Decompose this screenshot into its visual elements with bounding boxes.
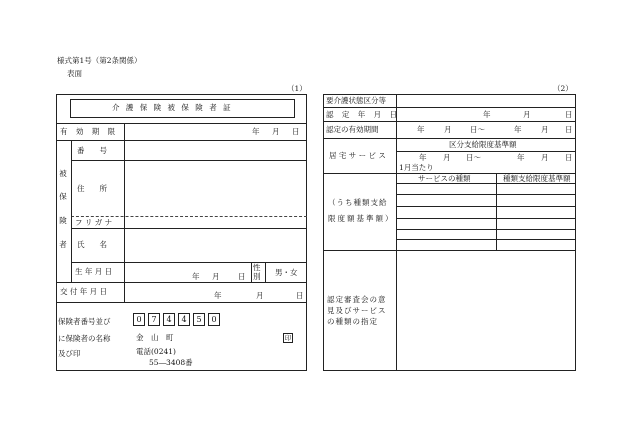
cert-year-unit: 年 xyxy=(483,110,491,119)
opinion-label-1: 認定審査会の意 xyxy=(327,295,387,304)
gender-value: 男・女 xyxy=(275,268,298,277)
insurer-digit-4: 4 xyxy=(178,313,190,326)
period-start-year-unit: 年 xyxy=(417,125,425,134)
seal-mark: 印 xyxy=(284,334,292,342)
column-line xyxy=(71,140,72,282)
period-end-month-unit: 月 xyxy=(541,125,549,134)
limit-start-month-unit: 月 xyxy=(443,153,451,162)
birth-day-unit: 日 xyxy=(238,272,246,281)
limit-start-year-unit: 年 xyxy=(419,153,427,162)
name-label: 氏 名 xyxy=(77,240,107,249)
address-label: 住 所 xyxy=(77,184,107,193)
validity-label: 有 効 期 限 xyxy=(60,127,119,136)
opinion-label-2: 見及びサービス xyxy=(327,306,387,315)
birthdate-label: 生 年 月 日 xyxy=(75,267,113,276)
limit-range-mark: 日～ xyxy=(466,153,481,162)
divider xyxy=(56,302,307,303)
limit-end-year-unit: 年 xyxy=(517,153,525,162)
form-side: 表面 xyxy=(67,69,82,78)
service-type-header: サービスの種類 xyxy=(418,174,471,183)
insurer-label-3: 及び印 xyxy=(58,349,81,358)
inner-label-1: （うち種類支給 xyxy=(328,198,388,207)
service-label: 居 宅 サ ー ビ ス xyxy=(329,151,386,160)
gender-label-bottom: 別 xyxy=(253,272,261,281)
care-level-label: 要介護状態区分等 xyxy=(326,96,386,105)
birth-year-unit: 年 xyxy=(192,272,200,281)
column-line xyxy=(124,123,125,302)
insured-char-3: 険 xyxy=(59,216,67,225)
divider xyxy=(323,121,576,122)
limit-end-day-unit: 日 xyxy=(565,153,573,162)
column-line xyxy=(251,262,252,282)
insured-char-1: 被 xyxy=(59,169,67,178)
divider xyxy=(56,123,307,124)
insurer-digit-5: 5 xyxy=(193,313,205,326)
insurer-phone-2: 55―3408番 xyxy=(149,358,193,367)
insurer-name: 金 山 町 xyxy=(136,333,174,342)
divider xyxy=(396,239,576,240)
period-end-day-unit: 日 xyxy=(565,125,573,134)
number-label: 番 号 xyxy=(77,146,107,155)
divider xyxy=(396,229,576,230)
right-card xyxy=(323,94,576,371)
per-month-label: 1月当たり xyxy=(399,163,434,172)
divider xyxy=(71,262,307,263)
cert-date-label: 認 定 年 月 日 xyxy=(326,110,401,119)
period-start-month-unit: 月 xyxy=(444,125,452,134)
insurer-digit-2: 7 xyxy=(148,313,160,326)
divider xyxy=(396,206,576,207)
cert-period-label: 認定の有効期間 xyxy=(326,125,379,134)
issue-month-unit: 月 xyxy=(256,291,264,300)
insurer-digit-3: 4 xyxy=(163,313,175,326)
birth-month-unit: 月 xyxy=(212,272,220,281)
issue-date-label: 交 付 年 月 日 xyxy=(60,287,108,296)
validity-day-unit: 日 xyxy=(292,127,300,136)
divider xyxy=(396,183,576,184)
card-title: 介 護 保 険 被 保 険 者 証 xyxy=(112,103,233,112)
insured-char-4: 者 xyxy=(59,240,67,249)
insurer-label-2: に保険者の名称 xyxy=(58,334,111,343)
validity-month-unit: 月 xyxy=(272,127,280,136)
limit-end-month-unit: 月 xyxy=(541,153,549,162)
dashed-divider xyxy=(71,216,307,217)
issue-year-unit: 年 xyxy=(214,291,222,300)
divider xyxy=(71,160,307,161)
insurer-digit-6: 0 xyxy=(208,313,220,326)
left-page-number: （1） xyxy=(287,84,307,93)
insurer-digit-1: 0 xyxy=(133,313,145,326)
column-line xyxy=(496,173,497,250)
divider xyxy=(323,250,576,251)
gender-label-top: 性 xyxy=(253,263,261,272)
divider xyxy=(56,140,307,141)
issue-day-unit: 日 xyxy=(296,291,304,300)
inner-label-2: 限度額基準額） xyxy=(328,214,395,223)
opinion-label-3: の種類の指定 xyxy=(327,317,378,326)
period-end-year-unit: 年 xyxy=(514,125,522,134)
column-line xyxy=(396,94,397,371)
divider xyxy=(396,194,576,195)
divider xyxy=(323,138,576,139)
cert-day-unit: 日 xyxy=(565,110,573,119)
divider xyxy=(323,107,576,108)
cert-month-unit: 月 xyxy=(523,110,531,119)
insurer-phone-1: 電話(0241) xyxy=(136,347,176,356)
insured-char-2: 保 xyxy=(59,192,67,201)
divider xyxy=(396,151,576,152)
limit-header: 区分支給限度基準額 xyxy=(449,140,517,149)
divider xyxy=(56,282,307,283)
furigana-label: フ リ ガ ナ xyxy=(75,218,113,227)
form-number: 様式第1号（第2条関係） xyxy=(57,56,142,65)
insurer-label-1: 保険者番号並び xyxy=(58,317,111,326)
column-line xyxy=(265,262,266,282)
right-page-number: （2） xyxy=(553,84,573,93)
divider xyxy=(71,228,307,229)
divider xyxy=(396,218,576,219)
validity-year-unit: 年 xyxy=(252,127,260,136)
type-limit-header: 種類支給限度基準額 xyxy=(503,174,571,183)
period-range-mark: 日～ xyxy=(470,125,485,134)
